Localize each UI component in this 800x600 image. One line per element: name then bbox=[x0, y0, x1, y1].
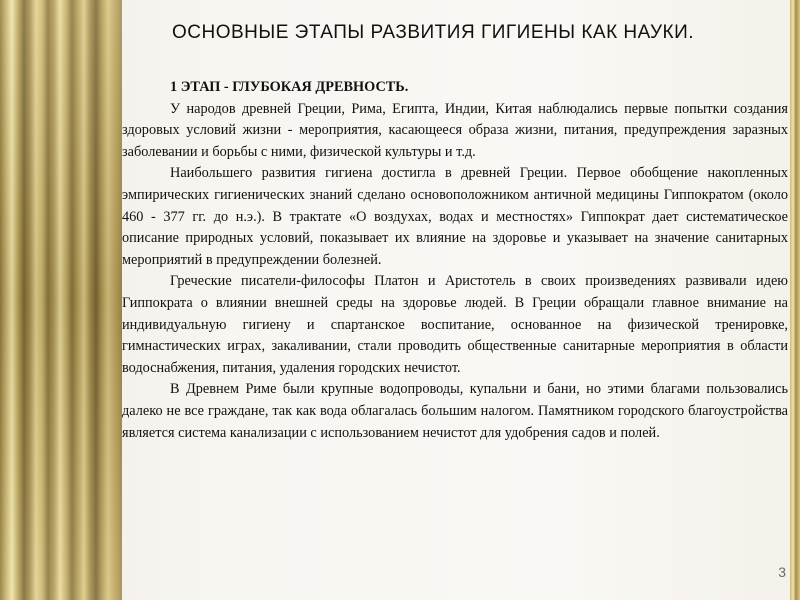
decorative-gold-border-left bbox=[0, 0, 122, 600]
section-heading: 1 ЭТАП - ГЛУБОКАЯ ДРЕВНОСТЬ. bbox=[170, 79, 409, 95]
paragraph-3: Греческие писатели-философы Платон и Аристотель в своих произведениях развивали идею Гиппократа о влиянии внешней среды на здоровье людей. В Греции обращали главное внимание на индивидуальную гигиену и спартанское воспитание, основанное на физической тренировке, гимнастических играх, закаливании, стали проводить общественные санитарные мероприятия в области водоснабжения, питания, удаления городских нечистот. bbox=[122, 273, 788, 376]
page-number: 3 bbox=[778, 564, 786, 580]
slide-body bbox=[122, 77, 788, 444]
decorative-gold-border-right bbox=[790, 0, 800, 600]
paragraph-2: Наибольшего развития гигиена достигла в древней Греции. Первое обобщение накопленных эмпирических гигиенических знаний сделано основоположником античной медицины Гиппократом (около 460 - 377 гг. до н.э.). В трактате «О воздухах, водах и местностях» Гиппократ дает систематическое описание природных условий, показывает их влияние на здоровье и указывает на значение санитарных мероприятий в предупреждении болезней. bbox=[122, 165, 788, 268]
paragraph-4: В Древнем Риме были крупные водопроводы, купальни и бани, но этими благами пользовались далеко не все граждане, так как вода облагалась большим налогом. Памятником городского благоустройства является система канализации с использованием нечистот для удобрения садов и полей. bbox=[122, 381, 788, 441]
slide-title: ОСНОВНЫЕ ЭТАПЫ РАЗВИТИЯ ГИГИЕНЫ КАК НАУКИ. bbox=[172, 22, 695, 43]
paragraph-1: У народов древней Греции, Рима, Египта, Индии, Китая наблюдались первые попытки создания здоровых условий жизни - мероприятия, касающееся образа жизни, питания, предупреждения заразных заболевании и борьбы с ними, физической культуры и т.д. bbox=[122, 100, 788, 160]
